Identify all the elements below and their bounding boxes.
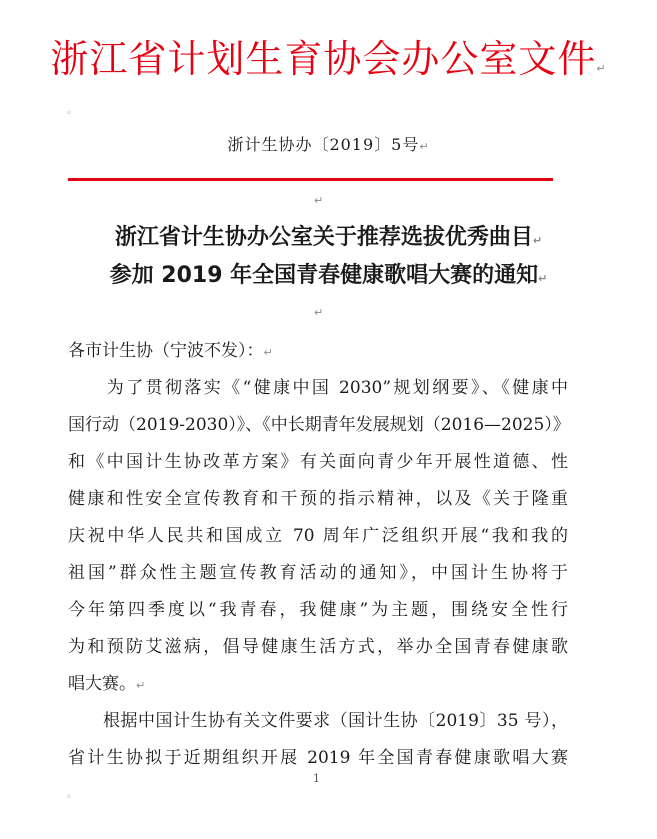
body-line: 和《中国计生协改革方案》有关面向青少年开展性道德、性 bbox=[68, 452, 568, 472]
body-line: 根据中国计生协有关文件要求（国计生协〔2019〕35 号）， bbox=[68, 711, 568, 731]
notice-title-line-1 bbox=[0, 220, 657, 251]
body-line: 健康和性安全宣传教育和干预的指示精神，以及《关于隆重 bbox=[68, 489, 568, 509]
paragraph-mark: ↵ bbox=[314, 306, 324, 319]
paragraph-mark: ↵ bbox=[532, 234, 543, 247]
body-line: 省计生协拟于近期组织开展 2019 年全国青春健康歌唱大赛 bbox=[68, 748, 568, 768]
notice-title-line-2-text: 参加 2019 年全国青春健康歌唱大赛的通知 bbox=[109, 263, 539, 288]
header-title-text: 浙江省计划生育协会办公室文件 bbox=[50, 37, 597, 81]
body-line-last bbox=[68, 669, 568, 694]
page-number: 1 bbox=[313, 772, 320, 785]
corner-mark: ◦ bbox=[66, 108, 72, 119]
paragraph-mark: ↵ bbox=[538, 272, 548, 285]
red-separator-line bbox=[68, 178, 553, 181]
body-line: 庆祝中华人民共和国成立 70 周年广泛组织开展“我和我的 bbox=[68, 526, 568, 546]
body-line: 为了贯彻落实《“健康中国 2030”规划纲要》、《健康中 bbox=[68, 378, 568, 398]
document-number bbox=[0, 132, 657, 155]
document-number-text: 浙计生协办〔2019〕5号 bbox=[227, 135, 420, 154]
paragraph-mark: ↵ bbox=[314, 194, 324, 207]
body-line: 今年第四季度以“我青春，我健康”为主题，围绕安全性行 bbox=[68, 600, 568, 620]
notice-title-line-1-text: 浙江省计生协办公室关于推荐选拔优秀曲目 bbox=[114, 225, 533, 250]
notice-title-line-2 bbox=[0, 258, 657, 289]
corner-mark: ◦ bbox=[66, 792, 72, 803]
body-line: 为和预防艾滋病，倡导健康生活方式，举办全国青春健康歌 bbox=[68, 637, 568, 657]
body-line: 祖国”群众性主题宣传教育活动的通知》，中国计生协将于 bbox=[68, 563, 568, 583]
paragraph-mark: ↵ bbox=[136, 679, 146, 692]
salutation-text: 各市计生协（宁波不发）： bbox=[68, 341, 264, 361]
paragraph-mark: ↵ bbox=[263, 346, 273, 359]
body-line-text: 唱大赛。 bbox=[68, 674, 136, 694]
paragraph-mark: ↵ bbox=[596, 62, 607, 75]
paragraph-mark: ↵ bbox=[419, 140, 430, 153]
body-line: 国行动（2019-2030）》、《中长期青年发展规划（2016—2025）》 bbox=[68, 415, 570, 435]
document-header-title bbox=[0, 28, 657, 83]
salutation bbox=[68, 336, 273, 361]
